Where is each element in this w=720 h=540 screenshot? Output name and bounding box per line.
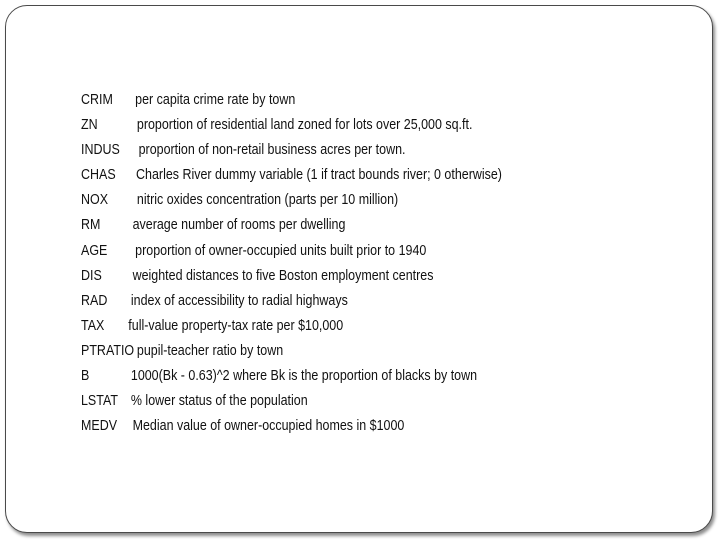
variable-code: CRIM: [81, 92, 113, 108]
variable-code: DIS: [81, 267, 102, 284]
variable-description: proportion of owner-occupied units built prior to 1940: [135, 242, 427, 259]
variable-description: proportion of residential land zoned for lots over 25,000 sq.ft.: [136, 117, 473, 134]
variable-description: proportion of non-retail business acres per town.: [138, 142, 406, 159]
variable-code: MEDV: [81, 418, 118, 435]
variable-code: INDUS: [81, 142, 120, 159]
variable-description: per capita crime rate by town: [135, 92, 296, 108]
variable-description: % lower status of the population: [130, 393, 308, 410]
variable-code: AGE: [81, 242, 108, 259]
variable-description: full-value property-tax rate per $10,000: [128, 317, 344, 334]
variable-description: index of accessibility to radial highways: [130, 292, 348, 309]
variable-code: PTRATIO: [81, 342, 135, 359]
variable-code: RAD: [81, 292, 108, 309]
variable-code: RM: [81, 217, 101, 234]
variable-code: ZN: [81, 117, 98, 134]
variable-description: 1000(Bk - 0.63)^2 where Bk is the proportion of blacks by town: [130, 368, 478, 385]
variable-code: B: [81, 368, 90, 385]
variable-code: TAX: [81, 317, 105, 334]
variable-description: weighted distances to five Boston employment centres: [132, 267, 434, 284]
variable-description: nitric oxides concentration (parts per 10 million): [136, 192, 399, 209]
variable-code: CHAS: [81, 167, 116, 184]
variable-code: NOX: [81, 192, 109, 209]
variable-code: LSTAT: [81, 393, 118, 410]
variable-description: Charles River dummy variable (1 if tract bounds river; 0 otherwise): [136, 167, 502, 184]
variable-description: average number of rooms per dwelling: [132, 217, 346, 234]
variable-description: pupil-teacher ratio by town: [136, 342, 284, 359]
variable-description: Median value of owner-occupied homes in $1000: [132, 418, 405, 435]
